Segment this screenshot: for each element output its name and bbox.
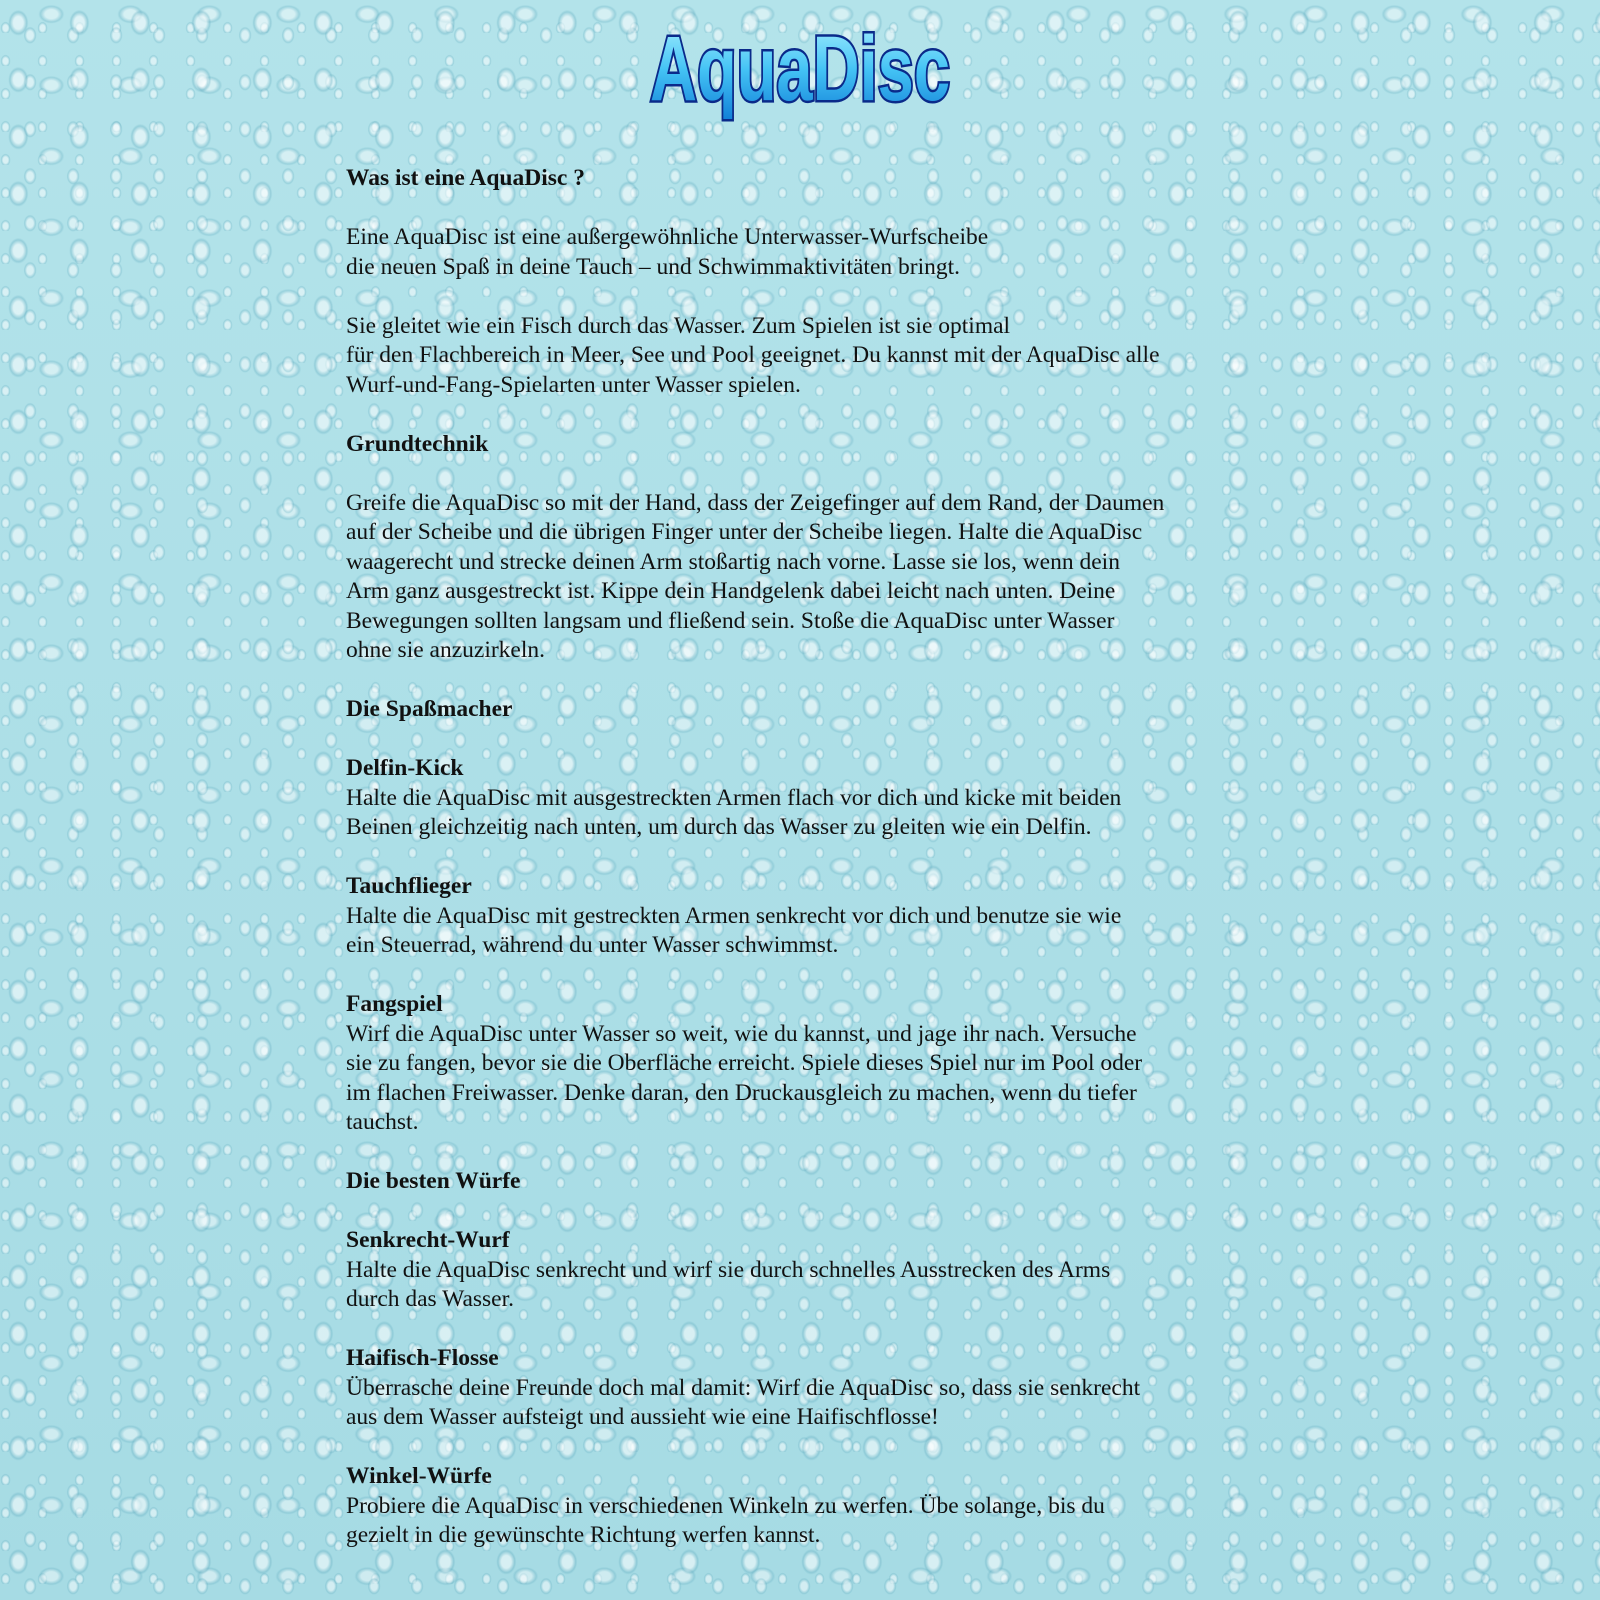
throw-item-title: Winkel-Würfe <box>346 1463 492 1489</box>
intro-paragraph-2 <box>346 312 1246 401</box>
fun-item-title: Tauchflieger <box>346 873 472 899</box>
text-line: Beinen gleichzeitig nach unten, um durch das Wasser zu gleiten wie ein Delfin. <box>346 814 1092 840</box>
logo-text: AquaDisc <box>650 18 950 120</box>
technique-paragraph <box>346 489 1246 666</box>
aquadisc-logo <box>640 0 960 120</box>
text-line: ein Steuerrad, während du unter Wasser schwimmst. <box>346 932 839 958</box>
technique-heading: Grundtechnik <box>346 430 489 457</box>
text-line: Wurf-und-Fang-Spielarten unter Wasser spielen. <box>346 371 801 398</box>
text-line: Überrasche deine Freunde doch mal damit: Wirf die AquaDisc so, dass sie senkrecht <box>346 1374 1141 1401</box>
text-line: Halte die AquaDisc mit gestreckten Armen senkrecht vor dich und benutze sie wie <box>346 902 1122 929</box>
throw-item-title: Haifisch-Flosse <box>346 1345 499 1371</box>
fun-item-title: Fangspiel <box>346 991 443 1017</box>
fun-item-text <box>346 784 1246 843</box>
intro-paragraph-1 <box>346 223 1246 282</box>
text-line: Halte die AquaDisc senkrecht und wirf sie durch schnelles Ausstrecken des Arms <box>346 1256 1111 1283</box>
text-line: Probiere die AquaDisc in verschiedenen Winkeln zu werfen. Übe solange, bis du <box>346 1492 1105 1519</box>
intro-heading: Was ist eine AquaDisc ? <box>346 165 585 191</box>
text-line: für den Flachbereich in Meer, See und Pool geeignet. Du kannst mit der AquaDisc alle <box>346 342 1160 368</box>
text-line: gezielt in die gewünschte Richtung werfen kannst. <box>346 1522 821 1548</box>
fun-item-text <box>346 902 1246 961</box>
text-line: die neuen Spaß in deine Tauch – und Schwimmaktivitäten bringt. <box>346 253 961 280</box>
throws-heading: Die besten Würfe <box>346 1168 521 1194</box>
text-line: sie zu fangen, bevor sie die Oberfläche erreicht. Spiele dieses Spiel nur im Pool oder <box>346 1050 1143 1076</box>
throw-item-text <box>346 1492 1246 1551</box>
text-line: Greife die AquaDisc so mit der Hand, dass der Zeigefinger auf dem Rand, der Daumen <box>346 489 1165 516</box>
text-line: Bewegungen sollten langsam und fließend sein. Stoße die AquaDisc unter Wasser <box>346 607 1115 634</box>
article <box>346 164 1246 1551</box>
throw-item-title: Senkrecht-Wurf <box>346 1227 510 1253</box>
throw-item-text <box>346 1374 1246 1433</box>
text-line: Sie gleitet wie ein Fisch durch das Wasser. Zum Spielen ist sie optimal <box>346 312 1011 339</box>
text-line: auf der Scheibe und die übrigen Finger unter der Scheibe liegen. Halte die AquaDisc <box>346 519 1143 545</box>
text-line: Eine AquaDisc ist eine außergewöhnliche Unterwasser-Wurfscheibe <box>346 224 989 250</box>
fun-heading: Die Spaßmacher <box>346 696 513 722</box>
fun-item-text <box>346 1020 1246 1138</box>
text-line: tauchst. <box>346 1109 419 1135</box>
text-line: ohne sie anzuzirkeln. <box>346 637 546 663</box>
text-line: Wirf die AquaDisc unter Wasser so weit, wie du kannst, und jage ihr nach. Versuche <box>346 1020 1137 1047</box>
text-line: aus dem Wasser aufsteigt und aussieht wie eine Haifischflosse! <box>346 1404 939 1430</box>
text-line: im flachen Freiwasser. Denke daran, den Druckausgleich zu machen, wenn du tiefer <box>346 1079 1137 1106</box>
text-line: waagerecht und strecke deinen Arm stoßartig nach vorne. Lasse sie los, wenn dein <box>346 548 1120 575</box>
throw-item-text <box>346 1256 1246 1315</box>
text-line: durch das Wasser. <box>346 1286 515 1312</box>
text-line: Halte die AquaDisc mit ausgestreckten Armen flach vor dich und kicke mit beiden <box>346 784 1122 811</box>
fun-item-title: Delfin-Kick <box>346 755 464 781</box>
text-line: Arm ganz ausgestreckt ist. Kippe dein Handgelenk dabei leicht nach unten. Deine <box>346 578 1116 604</box>
